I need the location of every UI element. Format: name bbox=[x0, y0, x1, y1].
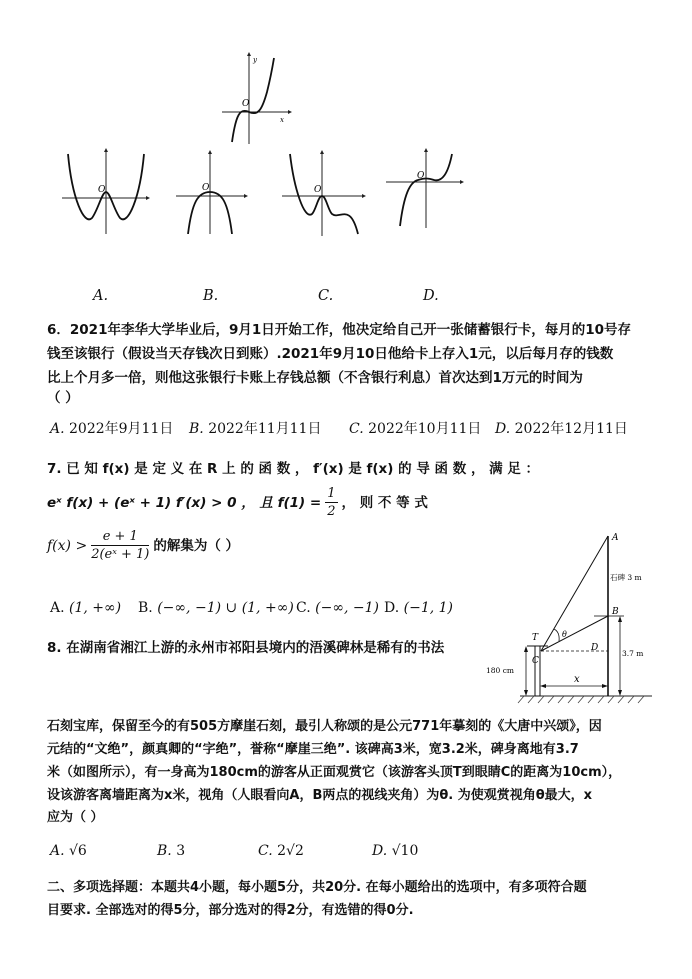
q7-condition: eˣ f(x) + (eˣ + 1) f′(x) > 0 ， 且 f(1) = bbox=[47, 494, 322, 511]
q7-option-c[interactable] bbox=[296, 598, 379, 618]
fraction-numerator: e + 1 bbox=[91, 528, 149, 546]
q7-line2 bbox=[47, 485, 428, 520]
q8-line1: 8. 在湖南省湘江上游的永州市祁阳县境内的浯溪碑林是稀有的书法 bbox=[47, 640, 445, 656]
option-letter: D. bbox=[384, 600, 400, 616]
origin-label: O bbox=[98, 185, 106, 195]
option-letter: C. bbox=[296, 600, 311, 616]
q6-option-c[interactable] bbox=[349, 419, 481, 439]
option-d-graph bbox=[386, 148, 466, 228]
q6-line2: 钱至该银行（假设当天存钱次日到账）.2021年9月10日他给卡上存入1元，以后每月存的钱数 bbox=[47, 346, 614, 362]
q7-option-a[interactable] bbox=[50, 598, 121, 618]
theta-label: θ bbox=[562, 630, 567, 639]
option-text: 2022年9月11日 bbox=[69, 421, 174, 437]
option-letter: A. bbox=[50, 421, 65, 437]
ground-hatch bbox=[518, 696, 644, 703]
q6-line3: 比上个月多一倍，则他这张银行卡账上存钱总额（不含银行利息）首次达到1万元的时间为 bbox=[47, 370, 583, 386]
fraction-denominator: 2(eˣ + 1) bbox=[91, 547, 150, 562]
q8-option-c[interactable] bbox=[258, 841, 304, 861]
q7-inequality-left: f(x) > bbox=[47, 537, 88, 554]
option-letter: D. bbox=[372, 843, 388, 859]
point-t-label: T bbox=[532, 633, 539, 643]
origin-label: O bbox=[202, 183, 210, 193]
section2-heading-line2: 目要求. 全部选对的得5分，部分选对的得2分，有选错的得0分. bbox=[47, 903, 414, 918]
q8-line5: 设该游客离墙距离为x米，视角（人眼看向A，B两点的视线夹角）为θ. 为使观赏视角θ最大，x bbox=[47, 788, 593, 803]
section2-heading-line1: 二、多项选择题：本题共4小题，每小题5分，共20分. 在每小题给出的选项中，有多项符合题 bbox=[47, 880, 587, 895]
option-text: 2022年10月11日 bbox=[368, 421, 482, 437]
y-axis-label: y bbox=[253, 56, 257, 64]
q8-option-d[interactable] bbox=[372, 841, 418, 861]
option-letter: C. bbox=[258, 843, 273, 859]
q6-option-b[interactable] bbox=[189, 419, 321, 439]
fraction-numerator: 1 bbox=[327, 486, 336, 501]
point-d-label: D bbox=[591, 643, 599, 653]
origin-label: O bbox=[417, 171, 425, 181]
q7-inequality-right: 的解集为（ ） bbox=[153, 537, 240, 554]
q6-answer-blank: （ ） bbox=[47, 390, 79, 406]
q8-option-a[interactable] bbox=[50, 841, 87, 861]
option-letter: C. bbox=[349, 421, 364, 437]
option-text: √6 bbox=[69, 843, 87, 859]
origin-label: O bbox=[314, 185, 322, 195]
q7-condition-tail: ， 则 不 等 式 bbox=[341, 494, 428, 511]
fraction-denominator: 2 bbox=[327, 504, 336, 519]
option-letter: B. bbox=[157, 843, 172, 859]
x-axis-label: x bbox=[280, 116, 284, 124]
graph-option-d-label[interactable]: D. bbox=[423, 288, 439, 304]
q6-option-a[interactable] bbox=[50, 419, 173, 439]
q6-line1: 6．2021年李华大学毕业后，9月1日开始工作，他决定给自己开一张储蓄银行卡，每月的10号存 bbox=[47, 322, 632, 338]
given-function-graph bbox=[222, 52, 292, 144]
q7-option-b[interactable] bbox=[138, 598, 294, 618]
option-text: (−∞, −1) bbox=[315, 600, 379, 616]
option-text: (−1, 1) bbox=[403, 600, 454, 616]
q7-inequality bbox=[47, 528, 239, 563]
q7-option-d[interactable] bbox=[384, 598, 453, 618]
option-text: √10 bbox=[391, 843, 419, 859]
q8-line6: 应为（ ） bbox=[47, 810, 104, 825]
point-a-label: A bbox=[612, 533, 619, 543]
stele-height-label: 石碑 3 m bbox=[610, 573, 642, 582]
option-c-graph bbox=[282, 150, 368, 236]
point-b-label: B bbox=[612, 607, 619, 617]
option-a-graph bbox=[62, 148, 152, 234]
x-distance-label: x bbox=[574, 674, 580, 685]
option-text: 2√2 bbox=[277, 843, 304, 859]
q8-option-b[interactable] bbox=[157, 841, 185, 861]
person-height-label: 180 cm bbox=[486, 666, 515, 675]
graph-option-b-label[interactable]: B. bbox=[203, 288, 219, 304]
q7-line1: 7. 已 知 f(x) 是 定 义 在 R 上 的 函 数 ， f′(x) 是 f(x) 的 导 函 数 ， 满 足 ： bbox=[47, 461, 540, 477]
option-text: 3 bbox=[176, 843, 186, 859]
q8-line4: 米（如图所示），有一身高为180cm的游客从正面观赏它（该游客头顶T到眼睛C的距离为10cm）， bbox=[47, 765, 622, 780]
point-c-label: C bbox=[532, 656, 539, 666]
option-b-graph bbox=[176, 150, 248, 234]
q8-line2: 石刻宝库，保留至今的有505方摩崖石刻，最引人称颂的是公元771年摹刻的《大唐中兴颂》，因 bbox=[47, 719, 602, 734]
q6-option-d[interactable] bbox=[495, 419, 628, 439]
origin-label: O bbox=[242, 99, 250, 109]
option-text: (−∞, −1) ∪ (1, +∞) bbox=[157, 600, 294, 616]
q7-fraction bbox=[91, 528, 149, 563]
height-37-label: 3.7 m bbox=[622, 649, 644, 658]
q8-line3: 元结的“文绝”，颜真卿的“字绝”，誉称“摩崖三绝”. 该碑高3米，宽3.2米，碑身离地有3.7 bbox=[47, 742, 579, 757]
option-letter: B. bbox=[138, 600, 153, 616]
option-text: 2022年12月11日 bbox=[514, 421, 628, 437]
option-letter: A. bbox=[50, 843, 65, 859]
option-text: (1, +∞) bbox=[69, 600, 122, 616]
option-letter: B. bbox=[189, 421, 204, 437]
graph-option-c-label[interactable]: C. bbox=[318, 288, 334, 304]
option-text: 2022年11月11日 bbox=[208, 421, 322, 437]
graph-option-a-label[interactable]: A. bbox=[93, 288, 109, 304]
q7-fraction-half bbox=[325, 485, 337, 520]
option-letter: A. bbox=[50, 600, 65, 616]
q8-stele-figure bbox=[484, 528, 654, 704]
option-letter: D. bbox=[495, 421, 511, 437]
